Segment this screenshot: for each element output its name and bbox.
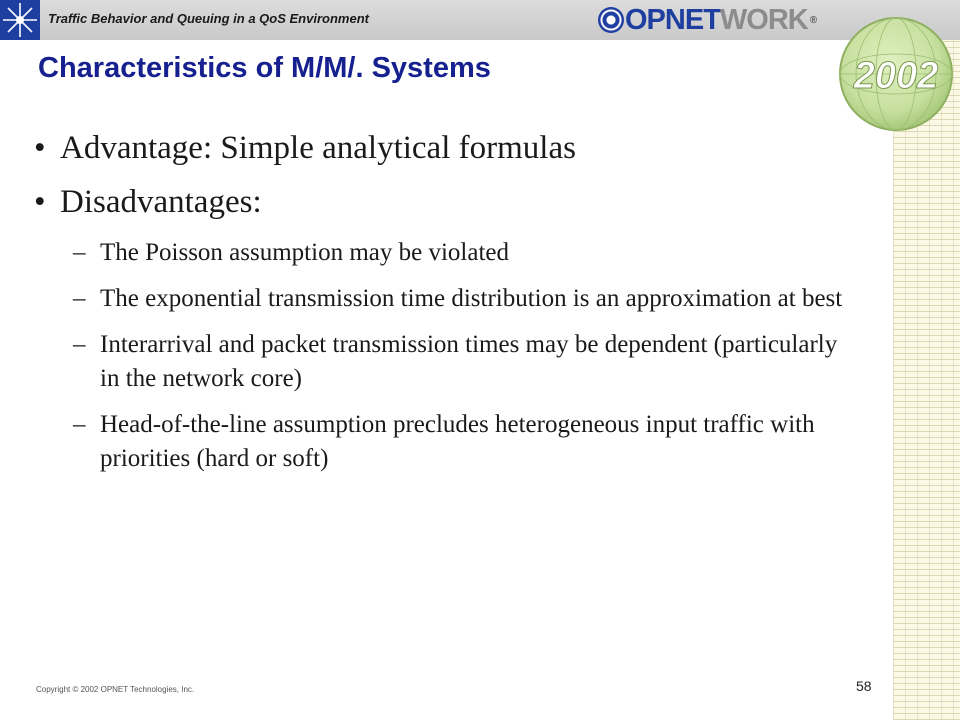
bullet-marker: • — [34, 130, 46, 166]
sub-bullet-text: Interarrival and packet transmission times may be dependent (particularly in the network core) — [100, 331, 838, 392]
globe-badge-icon — [836, 14, 956, 134]
dash-marker: – — [73, 285, 86, 312]
bullet-text: Disadvantages: — [60, 184, 262, 220]
sub-bullet-interarrival — [30, 328, 860, 396]
page-number: 58 — [856, 678, 872, 694]
opnetwork-logo — [598, 4, 816, 36]
sub-bullet-text: The Poisson assumption may be violated — [100, 239, 509, 266]
logo-o-icon — [598, 7, 624, 33]
slide-content — [30, 128, 890, 488]
copyright-notice: Copyright © 2002 OPNET Technologies, Inc. — [36, 685, 195, 694]
dash-marker: – — [73, 239, 86, 266]
logo-op: OP — [625, 3, 665, 36]
sub-bullet-poisson — [30, 236, 860, 270]
bullet-disadvantages — [30, 182, 890, 222]
bullet-marker: • — [34, 184, 46, 220]
sub-bullet-text: Head-of-the-line assumption precludes heterogeneous input traffic with priorities (hard or soft) — [100, 411, 815, 472]
sub-bullet-text: The exponential transmission time distribution is an approximation at best — [100, 285, 843, 312]
logo-net: NET — [664, 3, 720, 36]
header-title: Traffic Behavior and Queuing in a QoS Environment — [48, 11, 369, 26]
right-grid-decoration — [893, 40, 960, 720]
dash-marker: – — [73, 411, 86, 438]
bullet-text: Advantage: Simple analytical formulas — [60, 130, 576, 166]
logo-work: WORK — [719, 3, 808, 36]
badge-year: 2002 — [853, 55, 939, 97]
bullet-advantage — [30, 128, 890, 168]
sub-bullet-exponential — [30, 282, 860, 316]
logo-registered-mark: ® — [809, 14, 817, 26]
slide-title: Characteristics of M/M/. Systems — [38, 52, 491, 84]
sub-bullet-head-of-line — [30, 408, 860, 476]
dash-marker: – — [73, 331, 86, 358]
star-burst-icon — [0, 0, 40, 40]
